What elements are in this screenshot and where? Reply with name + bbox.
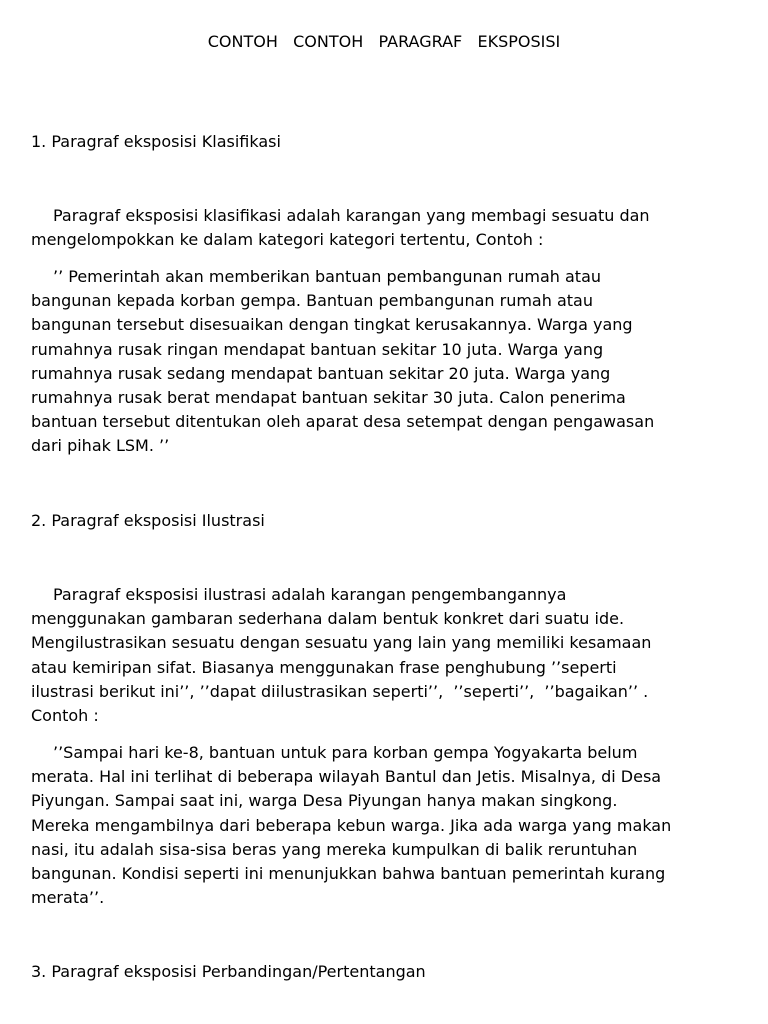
paragraph-example-klasifikasi: ’’ Pemerintah akan memberikan bantuan pembangunan rumah atau bangunan kepada korban gempa. Bantuan pembangunan rumah atau bangunan tersebut disesuaikan dengan tingkat kerusakannya. Warga yang rumahnya rusak ringan mendapat bantuan sekitar 10 juta. Warga yang rumahnya rusak sedang mendapat bantuan sekitar 20 juta. Warga yang rumahnya rusak berat mendapat bantuan sekitar 30 juta. Calon penerima bantuan tersebut ditentukan oleh aparat desa setempat dengan pengawasan dari pihak LSM. ’’ — [31, 267, 655, 456]
paragraph-example-ilustrasi: ’’Sampai hari ke-8, bantuan untuk para korban gempa Yogyakarta belum merata. Hal ini terlihat di beberapa wilayah Bantul dan Jetis. Misalnya, di Desa Piyungan. Sampai saat ini, warga Desa Piyungan hanya makan singkong. Mereka mengambilnya dari beberapa kebun warga. Jika ada warga yang makan nasi, itu adalah sisa-sisa beras yang mereka kumpulkan di balik reruntuhan bangunan. Kondisi seperti ini menunjukkan bahwa bantuan pemerintah kurang merata’’. — [31, 743, 672, 908]
section-heading-klasifikasi: 1. Paragraf eksposisi Klasifikasi — [31, 132, 281, 151]
paragraph-definition-ilustrasi: Paragraf eksposisi ilustrasi adalah karangan pengembangannya menggunakan gambaran sederhana dalam bentuk konkret dari suatu ide. Mengilustrasikan sesuatu dengan sesuatu yang lain yang memiliki kesamaan atau kemiripan sifat. Biasanya menggunakan frase penghubung ’’seperti ilustrasi berikut ini’’, ’’dapat diilustrasikan seperti’’, ’’seperti’’, ’’bagaikan’’ . Contoh : — [31, 585, 652, 726]
section-heading-perbandingan: 3. Paragraf eksposisi Perbandingan/Pertentangan — [31, 962, 426, 981]
paragraph-definition-klasifikasi: Paragraf eksposisi klasifikasi adalah karangan yang membagi sesuatu dan mengelompokkan ke dalam kategori kategori tertentu, Contoh : — [31, 206, 650, 250]
section-heading-ilustrasi: 2. Paragraf eksposisi Ilustrasi — [31, 511, 265, 530]
document-title: CONTOH CONTOH PARAGRAF EKSPOSISI — [207, 32, 561, 51]
